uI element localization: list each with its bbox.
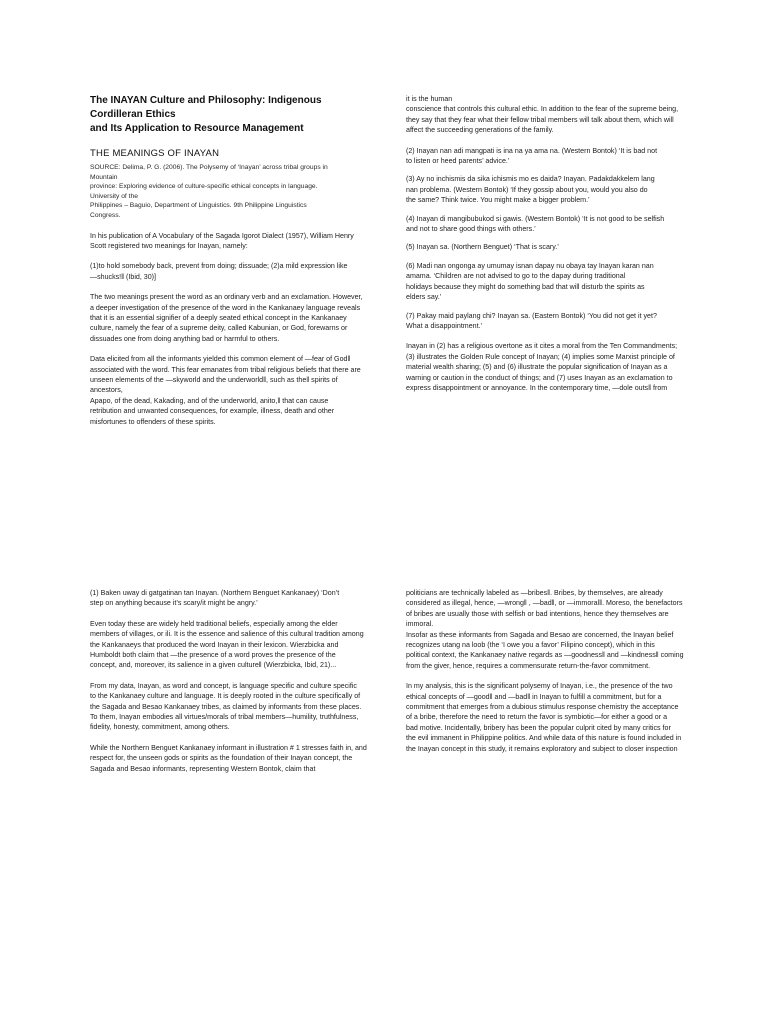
paragraph: politicians are technically labeled as —bribes‖. Bribes, by themselves, are already considered as illegal, hence, —wrong‖ , —bad‖, or —immoral‖. Moreso, the benefactors of bribes are usually those with selfish or bad intentions, hence they themselves are immoral. Insofar as these informants from Sagada and Besao are concerned, the Inayan belief recognizes utang na loob (the ‘I owe you a favor’ Filipino concept), which in this political context, the Kankanaey native regards as —goodness‖ and —kindness‖ coming from the giver, hence, requires a commensurate return-the-favor commitment. (406, 589, 684, 670)
paragraph: (4) Inayan di mangibubukod si gawis. (Western Bontok) ‘It is not good to be selfish and not to share good things with others.’ (406, 214, 665, 234)
paragraph: In my analysis, this is the significant polysemy of Inayan, i.e., the presence of the two ethical concepts of —good‖ and —bad‖ in Inayan to fulfill a commitment, but for a commitment that emerges from a dubious stimulus response chemistry the acceptance of a bribe, therefore the need to return the favor is symbiotic—for either a good or a bad motive. Incidentally, bribery has been the popular culprit cited by many critics for the evil immanent in Philippine politics. And while data of this nature is found included in the Inayan concept in this study, it remains exploratory and subject to closer inspection (406, 682, 682, 753)
paragraph: (7) Pakay maid paylang chi? Inayan sa. (Eastern Bontok) ‘You did not get it yet? What a disappointment.’ (406, 311, 657, 330)
paragraph: (6) Madi nan ongonga ay umumay isnan dapay nu obaya tay Inayan karan nan amama. ‘Children are not advised to go to the dapay during traditional holidays because they might do something bad that will disturb the spirits as elders say.’ (406, 261, 654, 302)
title-line: Cordilleran Ethics (90, 109, 176, 120)
paragraph: From my data, Inayan, as word and concept, is language specific and culture specific to the Kankanaey culture and language. It is deeply rooted in the culture specifically of the Sagada and Besao Kankanaey tribes, as claimed by informants from these places. To them, Inayan embodies all virtues/morals of tribal members—humility, truthfulness, fidelity, honesty, commitment, among others. (90, 681, 362, 732)
paragraph: it is the human conscience that controls this cultural ethic. In addition to the fear of the supreme being, they say that they fear what their fellow tribal members will talk about them, which will affect the succeeding generations of the family. (406, 95, 679, 135)
paragraph: The two meanings present the word as an ordinary verb and an exclamation. However, a deeper investigation of the presence of the word in the Kankanaey language reveals that it is an essential signifier of a deeply seated ethical concept in the Kankanaey culture, namely the fear of a supreme deity, called Kabunian, or God, forewarns or dissuades one from doing anything bad or harmful to others. (90, 293, 363, 343)
paragraph: Inayan in (2) has a religious overtone as it cites a moral from the Ten Commandments; (3) illustrates the Golden Rule concept of Inayan; (4) implies some Marxist principle of material wealth sharing; (5) and (6) illustrate the popular signification of Inayan as a warning or caution in the conduct of things; and (7) uses Inayan as an exclamation to express disappointment or annoyance. In the contemporary time, —dole outs‖ from (406, 342, 678, 392)
paragraph: (2) Inayan nan adi mangpati is ina na ya ama na. (Western Bontok) ‘It is bad not to listen or heed parents’ advice.’ (406, 146, 658, 166)
paragraph: (5) Inayan sa. (Northern Benguet) ‘That is scary.’ (406, 243, 559, 252)
section-heading: THE MEANINGS OF INAYAN (90, 148, 220, 159)
title-line: and Its Application to Resource Management (90, 123, 304, 134)
left-column-top (90, 94, 370, 437)
paragraph: (3) Ay no inchismis da sika ichismis mo es daida? Inayan. Padakdakkelem lang nan problema. (Western Bontok) ‘If they gossip about you, would you also do the same? Think twice. You might make a bigger problem.’ (406, 175, 655, 205)
paragraph: (1)to hold somebody back, prevent from doing; dissuade; (2)a mild expression like —shucks!‖ (Ibid, 30)] (90, 262, 348, 281)
right-column-bottom (406, 588, 686, 764)
left-column-bottom (90, 588, 370, 784)
right-column-top (406, 94, 686, 403)
paragraph: (1) Baken uway di gatgatinan tan Inayan. (Northern Benguet Kankanaey) ‘Don’t step on anything because it’s scary/it might be angry.’ (90, 589, 340, 608)
paragraph: While the Northern Benguet Kankanaey informant in illustration # 1 stresses faith in, and respect for, the unseen gods or spirits as the foundation of their Inayan concept, the Sagada and Besao informants, representing Western Bontok, claim that (90, 743, 367, 773)
document-title (90, 94, 370, 136)
source-citation: SOURCE: Delima, P. G. (2006). The Polysemy of ‘Inayan’ across tribal groups in Mountain province: Exploring evidence of culture-specific ethical concepts in language. University of the Philippines – Baguio, Department of Linguistics. 9th Philippine Linguistics Congress. (90, 164, 328, 219)
paragraph: In his publication of A Vocabulary of the Sagada Igorot Dialect (1957), William Henry Scott registered two meanings for Inayan, namely: (90, 231, 354, 250)
paragraph: Even today these are widely held traditional beliefs, especially among the elder members of villages, or ili. It is the essence and salience of this cultural tradition among the Kankanaeys that produced the word Inayan in their lexicon. Wierzbicka and Humboldt both claim that —the presence of a word proves the presence of the concept, and, moreover, its salience in a given culture‖ (Wierzbicka, Ibid, 21)... (90, 619, 364, 670)
title-line: The INAYAN Culture and Philosophy: Indigenous (90, 95, 322, 106)
paragraph: Data elicited from all the informants yielded this common element of —fear of God‖ associated with the word. This fear emanates from tribal religious beliefs that there are unseen elements of the —skyworld and the underworld‖, such as the‖ spirits of ancestors, Apapo, of the dead, Kakading, and of the underworld, anito,‖ that can cause retribution and unwanted consequences, for example, illness, death and other misfortunes to offenders of these spirits. (90, 355, 361, 426)
